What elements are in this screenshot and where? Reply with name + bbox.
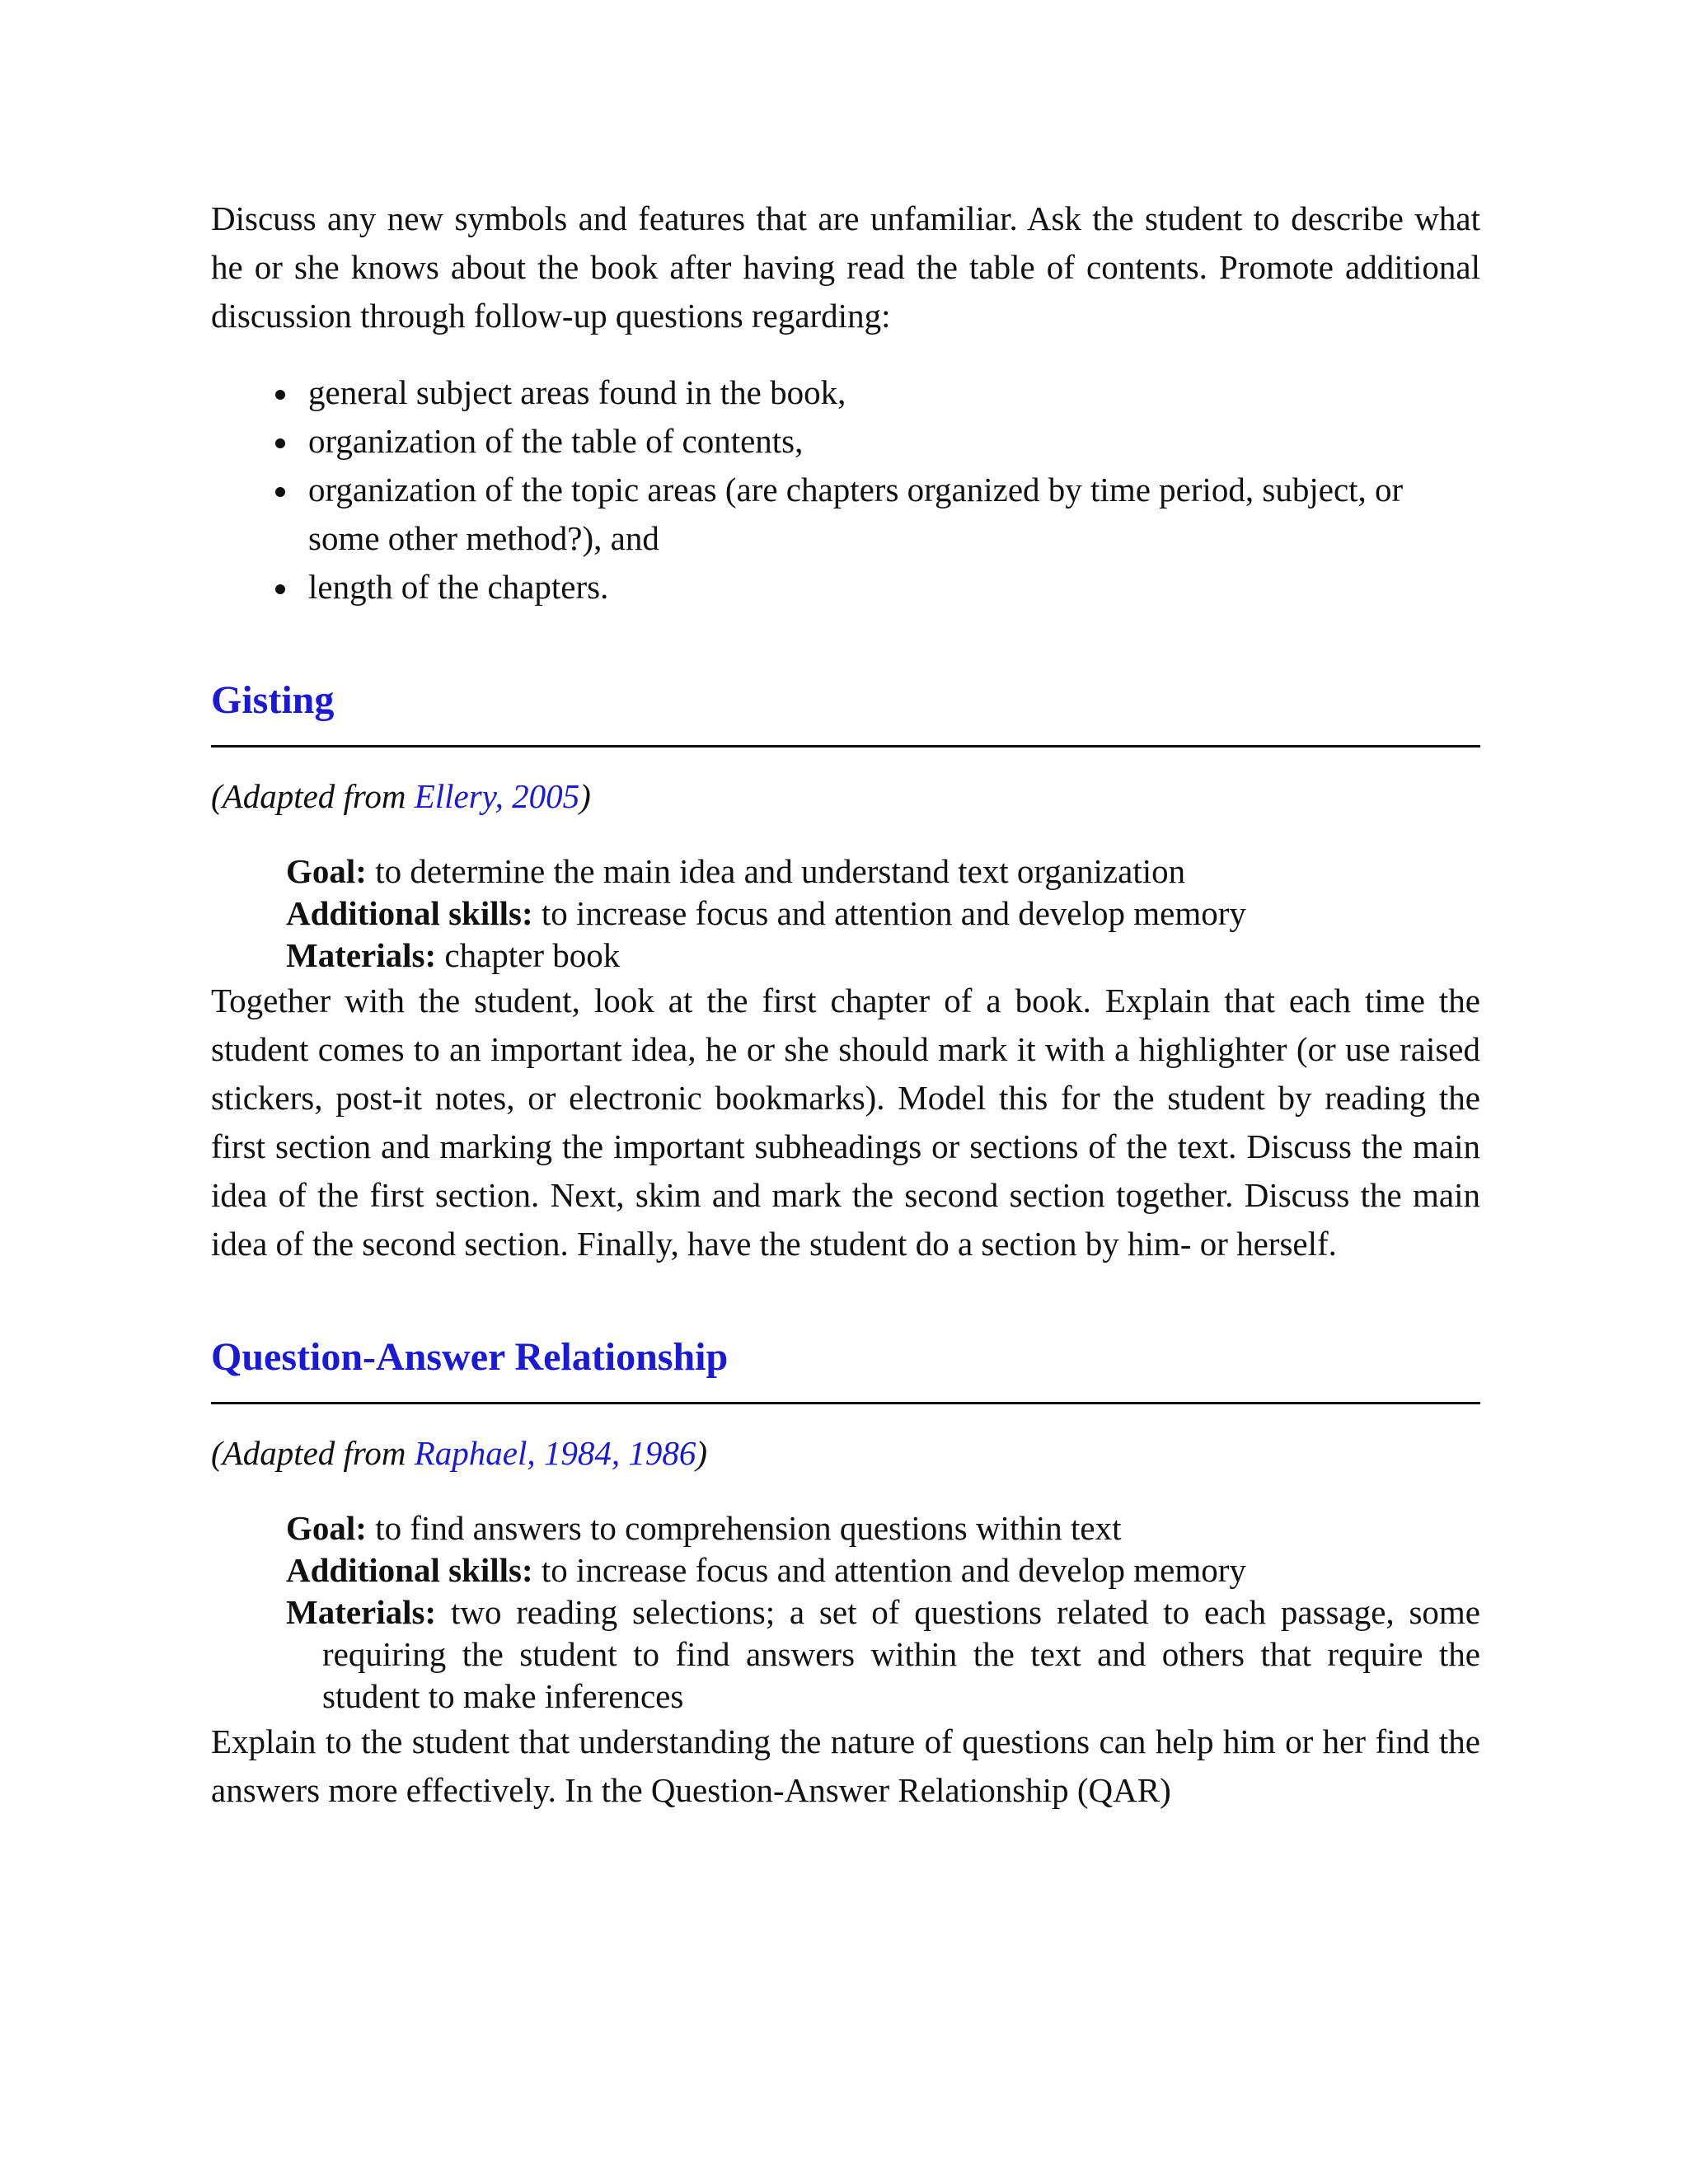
goal-row	[286, 851, 1480, 893]
citation-link[interactable]: Ellery, 2005	[414, 777, 580, 815]
skills-label: Additional skills:	[286, 1551, 533, 1589]
adapted-from-qar	[211, 1429, 1480, 1478]
adapted-suffix: )	[579, 777, 591, 815]
activity-details-gisting	[286, 851, 1480, 977]
gisting-paragraph: Together with the student, look at the first chapter of a book. Explain that each time the student comes to an important idea, he or she should mark it with a highlighter (or use raised stickers, post-it notes, or electronic bookmarks). Model this for the student by reading the first section and marking the important subheadings or sections of the text. Discuss the main idea of the first section. Next, skim and mark the second section together. Discuss the main idea of the second section. Finally, have the student do a section by him- or herself.	[211, 982, 1480, 1263]
skills-row	[286, 1549, 1480, 1591]
section-title-qar: Question-Answer Relationship	[211, 1333, 1480, 1404]
skills-text: to increase focus and attention and develop memory	[532, 1551, 1246, 1589]
materials-row	[286, 935, 1480, 977]
goal-text: to determine the main idea and understand text organization	[366, 852, 1186, 890]
follow-up-list	[211, 368, 1480, 612]
list-item: organization of the topic areas (are chapters organized by time period, subject, or some other method?), and	[308, 466, 1480, 563]
adapted-prefix: (Adapted from	[211, 1434, 415, 1472]
adapted-from-gisting	[211, 772, 1480, 821]
goal-text: to find answers to comprehension questions within text	[366, 1509, 1122, 1547]
adapted-prefix: (Adapted from	[211, 777, 415, 815]
goal-label: Goal:	[286, 1509, 367, 1547]
materials-label: Materials:	[286, 936, 437, 974]
goal-row	[286, 1507, 1480, 1549]
section-title-gisting: Gisting	[211, 676, 1480, 748]
goal-label: Goal:	[286, 852, 367, 890]
activity-details-qar	[286, 1507, 1480, 1718]
materials-label: Materials:	[286, 1593, 437, 1631]
intro-paragraph: Discuss any new symbols and features that are unfamiliar. Ask the student to describe what he or she knows about the book after having read the table of contents. Promote additional discussion through follow-up questions regarding:	[211, 199, 1480, 335]
skills-text: to increase focus and attention and develop memory	[532, 894, 1246, 932]
materials-text: chapter book	[436, 936, 621, 974]
adapted-suffix: )	[696, 1434, 708, 1472]
skills-label: Additional skills:	[286, 894, 533, 932]
list-item: general subject areas found in the book,	[308, 368, 1480, 417]
qar-paragraph: Explain to the student that understanding the nature of questions can help him or her find the answers more effectively. In the Question-Answer Relationship (QAR)	[211, 1722, 1480, 1809]
citation-link[interactable]: Raphael, 1984, 1986	[414, 1434, 696, 1472]
list-item: length of the chapters.	[308, 563, 1480, 612]
materials-row	[286, 1591, 1480, 1718]
skills-row	[286, 893, 1480, 935]
list-item: organization of the table of contents,	[308, 417, 1480, 466]
document-page	[211, 194, 1480, 1815]
materials-text: two reading selections; a set of questions related to each passage, some requiring the student to find answers within the text and others that require the student to make inferences	[322, 1593, 1480, 1715]
